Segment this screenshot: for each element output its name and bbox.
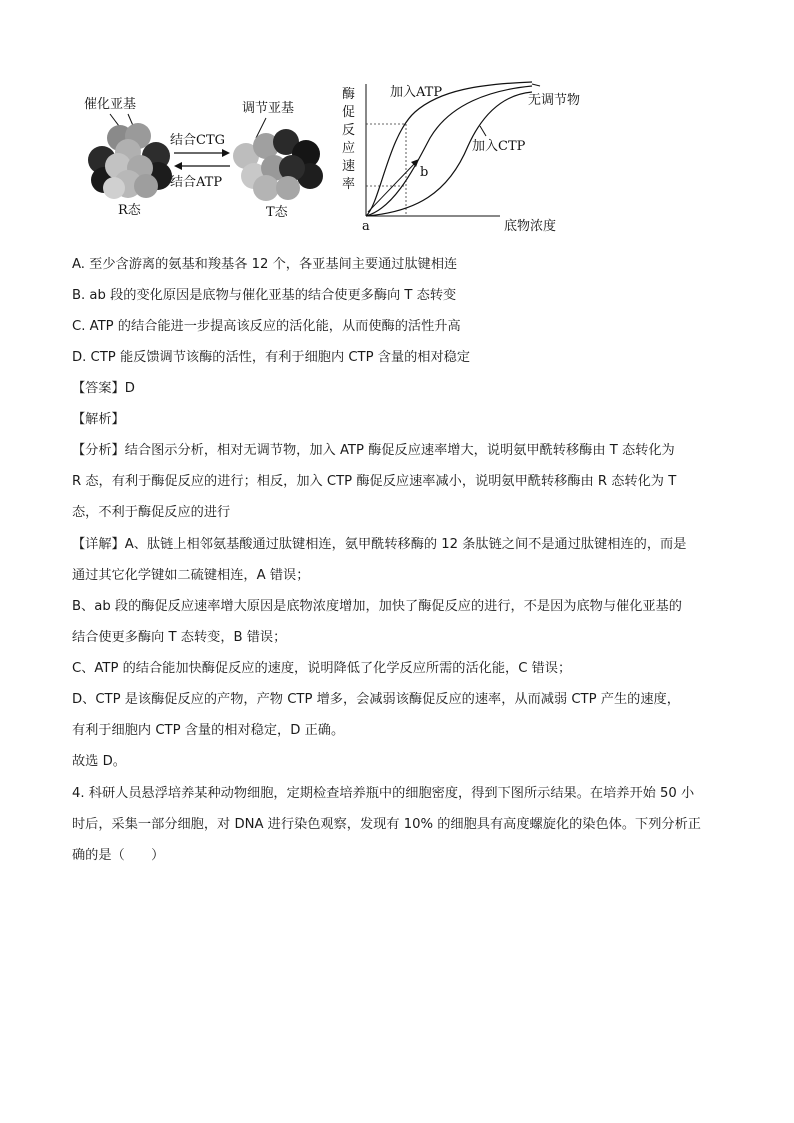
arrow-right-head	[222, 149, 230, 157]
curve-label-none: 无调节物	[528, 93, 581, 108]
ylabel-char-2: 促	[342, 105, 356, 120]
arrow-label-ctg: 结合CTG	[170, 133, 226, 148]
detail-line-7: 有利于细胞内 CTP 含量的相对稳定，D 正确。	[72, 723, 345, 738]
r-state-cluster	[88, 123, 172, 199]
detail-line-4: 结合使更多酶向 T 态转变，B 错误；	[72, 630, 287, 645]
curve-label-atp: 加入ATP	[390, 85, 443, 100]
detail-line-3: B、ab 段的酶促反应速率增大原因是底物浓度增加，加快了酶促反应的进行，不是因为底物与催化亚基的	[72, 599, 682, 614]
structure-diagram	[84, 96, 323, 220]
point-label-a: a	[362, 219, 370, 234]
ylabel-char-1: 酶	[342, 87, 356, 102]
enzyme-figure	[70, 76, 590, 242]
option-d: D. CTP 能反馈调节该酶的活性，有利于细胞内 CTP 含量的相对稳定	[72, 350, 471, 365]
figure-svg	[70, 76, 590, 242]
curve-label-ctp: 加入CTP	[472, 139, 526, 154]
ylabel-char-6: 率	[342, 177, 356, 192]
pointer-none	[532, 84, 540, 86]
question4-line-1: 4. 科研人员悬浮培养某种动物细胞，定期检查培养瓶中的细胞密度，得到下图所示结果。在培养开始 50 小	[72, 786, 695, 801]
arrow-left-head	[174, 162, 182, 170]
option-a: A. 至少含游离的氨基和羧基各 12 个，各亚基间主要通过肽键相连	[72, 257, 458, 272]
t-state-cluster	[233, 129, 323, 201]
analysis-line-1: 【分析】结合图示分析，相对无调节物，加入 ATP 酶促反应速率增大，说明氨甲酰转移酶由 T 态转化为	[72, 443, 675, 458]
ab-arrow-line	[368, 162, 416, 212]
label-r-state: R态	[118, 203, 141, 218]
ylabel-char-4: 应	[342, 141, 356, 156]
detail-line-5: C、ATP 的结合能加快酶促反应的速度，说明降低了化学反应所需的活化能，C 错误；	[72, 661, 572, 676]
point-label-b: b	[420, 165, 429, 180]
explanation-heading: 【解析】	[72, 412, 125, 427]
option-c: C. ATP 的结合能进一步提高该反应的活化能，从而使酶的活性升高	[72, 319, 461, 334]
label-catalytic-subunit: 催化亚基	[84, 97, 137, 112]
option-b: B. ab 段的变化原因是底物与催化亚基的结合使更多酶向 T 态转变	[72, 288, 457, 303]
pointer-ctp	[480, 126, 486, 136]
arrow-label-atp: 结合ATP	[170, 175, 223, 190]
label-regulatory-subunit: 调节亚基	[242, 101, 295, 116]
ylabel-char-5: 速	[342, 159, 356, 174]
detail-line-1: 【详解】A、肽链上相邻氨基酸通过肽键相连，氨甲酰转移酶的 12 条肽链之间不是通过肽键相连的，而是	[72, 537, 687, 552]
detail-line-6: D、CTP 是该酶促反应的产物，产物 CTP 增多，会减弱该酶促反应的速率，从而减弱 CTP 产生的速度，	[72, 692, 680, 707]
answer-line: 【答案】D	[72, 381, 135, 396]
conclusion-line: 故选 D。	[72, 754, 126, 769]
detail-line-2: 通过其它化学键如二硫键相连，A 错误；	[72, 568, 310, 583]
question4-line-3: 确的是（ ）	[72, 848, 165, 863]
question4-line-2: 时后，采集一部分细胞，对 DNA 进行染色观察，发现有 10% 的细胞具有高度螺旋化的染色体。下列分析正	[72, 817, 701, 832]
xlabel: 底物浓度	[504, 219, 557, 234]
rate-graph	[342, 82, 580, 234]
ylabel-char-3: 反	[342, 123, 356, 138]
analysis-line-3: 态，不利于酶促反应的进行	[72, 505, 231, 520]
label-t-state: T态	[266, 205, 288, 220]
analysis-line-2: R 态，有利于酶促反应的进行；相反，加入 CTP 酶促反应速率减小，说明氨甲酰转移酶由 R 态转化为 T	[72, 474, 677, 489]
